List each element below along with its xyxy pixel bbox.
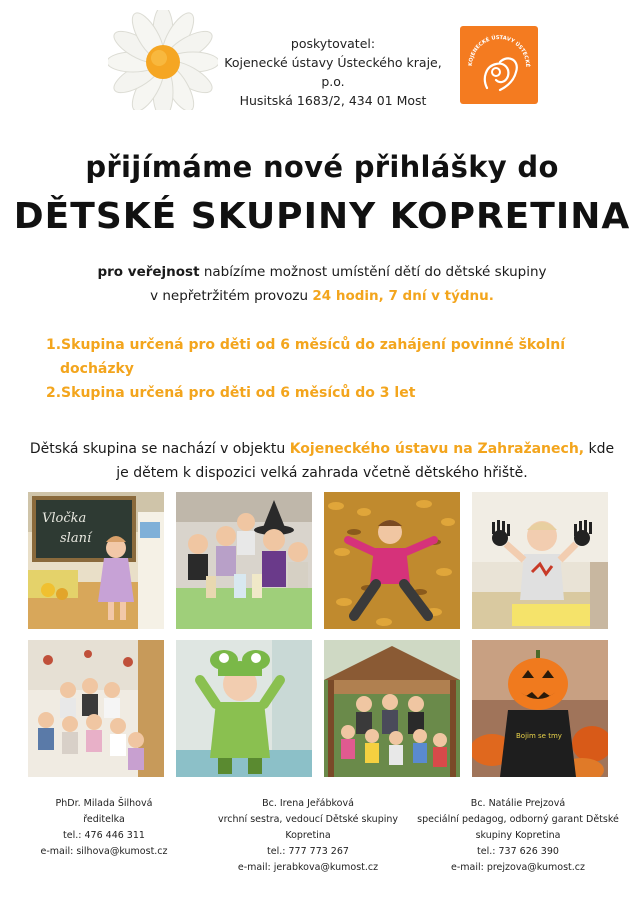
- provider-label: poskytovatel:: [290, 36, 376, 51]
- contact-role-2: Kopretina: [285, 830, 331, 841]
- organization-logo: [460, 26, 538, 104]
- intro-text-1: nabízíme možnost umístění dětí do dětské skupiny: [199, 264, 547, 280]
- contact-phone: tel.: 777 773 267: [267, 846, 349, 857]
- photo-boy-painted-hands: [472, 492, 608, 629]
- pumpkin-shirt-text: Bojim se tmy: [516, 732, 562, 740]
- photo-girl-pumpkin: [472, 640, 608, 777]
- contact-role-2: skupiny Kopretina: [475, 830, 561, 841]
- contact-phone: tel.: 476 446 311: [63, 830, 145, 841]
- provider-info: [215, 34, 451, 110]
- contact-phone: tel.: 737 626 390: [477, 846, 559, 857]
- photo-girl-leaves: [324, 492, 460, 629]
- photo-group-of-children: [28, 640, 164, 777]
- contact-head-nurse: [208, 796, 408, 876]
- contact-name: Bc. Irena Jeřábková: [262, 798, 354, 809]
- contact-role: ředitelka: [83, 814, 125, 825]
- page-title: DĚTSKÉ SKUPINY KOPRETINA: [13, 196, 631, 237]
- contact-email[interactable]: e-mail: jerabkova@kumost.cz: [237, 862, 379, 873]
- page-subtitle: přijímáme nové přihlášky do: [85, 150, 559, 184]
- intro-text: [40, 260, 604, 308]
- logo-text: KOJENECKÉ ÚSTAVY ÚSTECKÉ: [467, 34, 531, 68]
- intro-highlight: 24 hodin, 7 dní v týdnu.: [312, 288, 494, 304]
- intro-text-2: v nepřetržitém provozu: [150, 288, 313, 304]
- daisy-flower-icon: [108, 10, 218, 110]
- board-text-2: slaní: [60, 531, 92, 546]
- contact-director: [4, 796, 204, 860]
- photo-kids-halloween-table: [176, 492, 312, 629]
- contact-email[interactable]: e-mail: prejzova@kumost.cz: [450, 862, 585, 873]
- group-item: 2.Skupina určená pro děti od 6 měsíců do 3 let: [46, 385, 416, 401]
- location-highlight: Kojeneckého ústavu na Zahražanech,: [289, 441, 585, 457]
- contact-role: vrchní sestra, vedoucí Dětské skupiny: [217, 814, 399, 825]
- location-text: [24, 437, 620, 485]
- location-text-2: kde: [584, 441, 615, 457]
- provider-name: Kojenecké ústavy Ústeckého kraje, p.o.: [224, 55, 442, 89]
- svg-text:KOJENECKÉ ÚSTAVY ÚSTECKÉHO KRA: [460, 26, 532, 68]
- contact-email[interactable]: e-mail: silhova@kumost.cz: [40, 846, 168, 857]
- contact-special-pedagogue: [408, 796, 628, 876]
- intro-bold: pro veřejnost: [97, 264, 200, 280]
- location-text-1: Dětská skupina se nachází v objektu: [29, 441, 290, 457]
- provider-address: Husitská 1683/2, 434 01 Most: [239, 93, 427, 108]
- photo-boy-frog-costume: [176, 640, 312, 777]
- group-list: [46, 333, 586, 405]
- contact-role: speciální pedagog, odborný garant Dětské: [417, 814, 619, 825]
- photo-group-outdoor-pavilion: [324, 640, 460, 777]
- board-text-1: Vločka: [42, 511, 87, 526]
- photo-girl-chalkboard: [28, 492, 164, 629]
- contact-name: Bc. Natálie Prejzová: [470, 798, 566, 809]
- contact-name: PhDr. Milada Šilhová: [55, 798, 153, 809]
- location-line-2: je dětem k dispozici velká zahrada včetně dětského hřiště.: [116, 465, 528, 481]
- group-item: 1.Skupina určená pro děti od 6 měsíců do zahájení povinné školní docházky: [46, 337, 566, 377]
